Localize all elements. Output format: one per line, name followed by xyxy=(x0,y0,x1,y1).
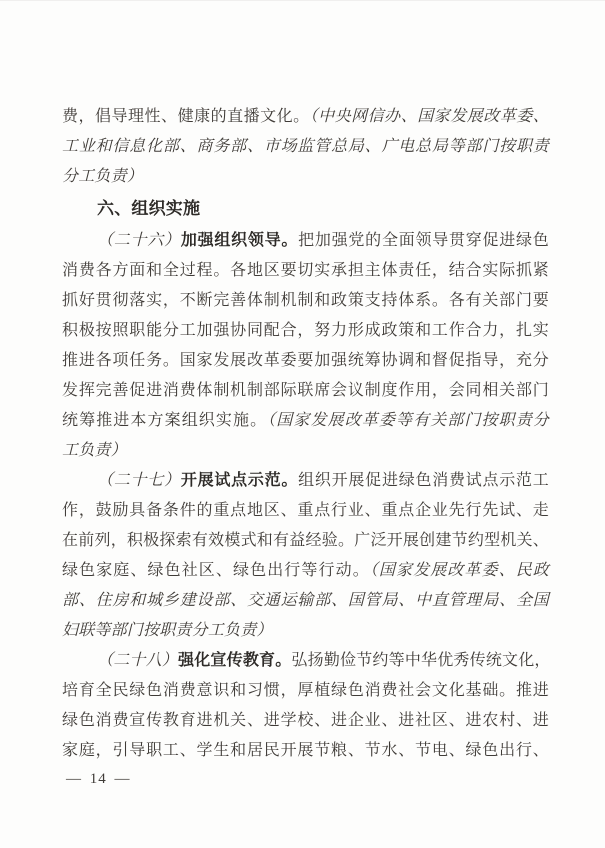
text-run-kai: （中央网信办、国家发展改革委、 xyxy=(309,108,549,125)
text-run-song: 发挥完善促进消费体制机制部际联席会议制度作用，会同相关部门 xyxy=(62,382,549,399)
text-run-kai: （国家发展改革委、民政 xyxy=(369,562,549,579)
text-line xyxy=(62,102,549,132)
text-line xyxy=(62,646,549,676)
text-run-song: 弘扬勤俭节约等中华优秀传统文化， xyxy=(291,652,551,669)
text-run-hei: 开展试点示范。 xyxy=(180,472,299,489)
document-body xyxy=(62,102,549,766)
text-run-kai: 工负责） xyxy=(62,442,127,459)
text-line xyxy=(62,676,549,706)
text-run-kai: （二十八） xyxy=(97,652,179,669)
text-line xyxy=(62,556,549,586)
text-line xyxy=(62,376,549,406)
text-line xyxy=(62,496,549,526)
text-line xyxy=(62,586,549,616)
text-run-kai: 部、住房和城乡建设部、交通运输部、国管局、中直管理局、全国 xyxy=(62,592,549,609)
text-run-hei: 强化宣传教育。 xyxy=(178,652,292,669)
text-run-song: 积极按照职能分工加强协同配合，努力形成政策和工作合力，扎实 xyxy=(62,322,549,339)
text-line xyxy=(62,616,549,646)
text-run-hei: 六、组织实施 xyxy=(97,199,201,218)
text-line xyxy=(62,162,549,192)
text-run-song: 培育全民绿色消费意识和习惯，厚植绿色消费社会文化基础。推进 xyxy=(62,682,549,699)
text-line xyxy=(62,406,549,436)
text-line xyxy=(62,436,549,466)
text-run-kai: （二十七） xyxy=(97,472,181,489)
text-line xyxy=(62,132,549,162)
text-run-song: 推进各项任务。国家发展改革委要加强统筹协调和督促指导，充分 xyxy=(62,352,549,369)
text-line xyxy=(62,526,549,556)
text-run-song: 家庭，引导职工、学生和居民开展节粮、节水、节电、绿色出行、 xyxy=(62,742,549,759)
text-run-song: 在前列，积极探索有效模式和有益经验。广泛开展创建节约型机关、 xyxy=(62,532,549,549)
text-line xyxy=(62,736,549,766)
text-line xyxy=(62,286,549,316)
text-line xyxy=(62,706,549,736)
text-run-song: 绿色家庭、绿色社区、绿色出行等行动。 xyxy=(62,562,370,579)
text-line xyxy=(62,316,549,346)
text-run-hei: 加强组织领导。 xyxy=(180,232,299,249)
text-run-song: 绿色消费宣传教育进机关、进学校、进企业、进社区、进农村、进 xyxy=(62,712,549,729)
text-run-kai: （国家发展改革委等有关部门按职责分 xyxy=(267,412,549,429)
page-number: — 14 — xyxy=(66,771,131,787)
text-run-song: 费，倡导理性、健康的直播文化。 xyxy=(62,108,310,125)
text-line xyxy=(62,346,549,376)
text-line xyxy=(62,466,549,496)
text-line xyxy=(62,256,549,286)
text-line xyxy=(62,226,549,256)
text-run-kai: 分工负责） xyxy=(62,168,144,185)
text-run-song: 消费各方面和全过程。各地区要切实承担主体责任，结合实际抓紧 xyxy=(62,262,549,279)
text-run-kai: 工业和信息化部、商务部、市场监管总局、广电总局等部门按职责 xyxy=(62,138,549,155)
text-run-song: 抓好贯彻落实，不断完善体制机制和政策支持体系。各有关部门要 xyxy=(62,292,549,309)
text-run-song: 作，鼓励具备条件的重点地区、重点行业、重点企业先行先试、走 xyxy=(62,502,549,519)
text-run-kai: 妇联等部门按职责分工负责） xyxy=(62,622,273,639)
section-heading xyxy=(62,192,549,226)
text-run-song: 组织开展促进绿色消费试点示范工 xyxy=(298,472,549,489)
text-run-song: 把加强党的全面领导贯穿促进绿色 xyxy=(298,232,549,249)
text-run-kai: （二十六） xyxy=(97,232,181,249)
text-run-song: 统筹推进本方案组织实施。 xyxy=(62,412,268,429)
